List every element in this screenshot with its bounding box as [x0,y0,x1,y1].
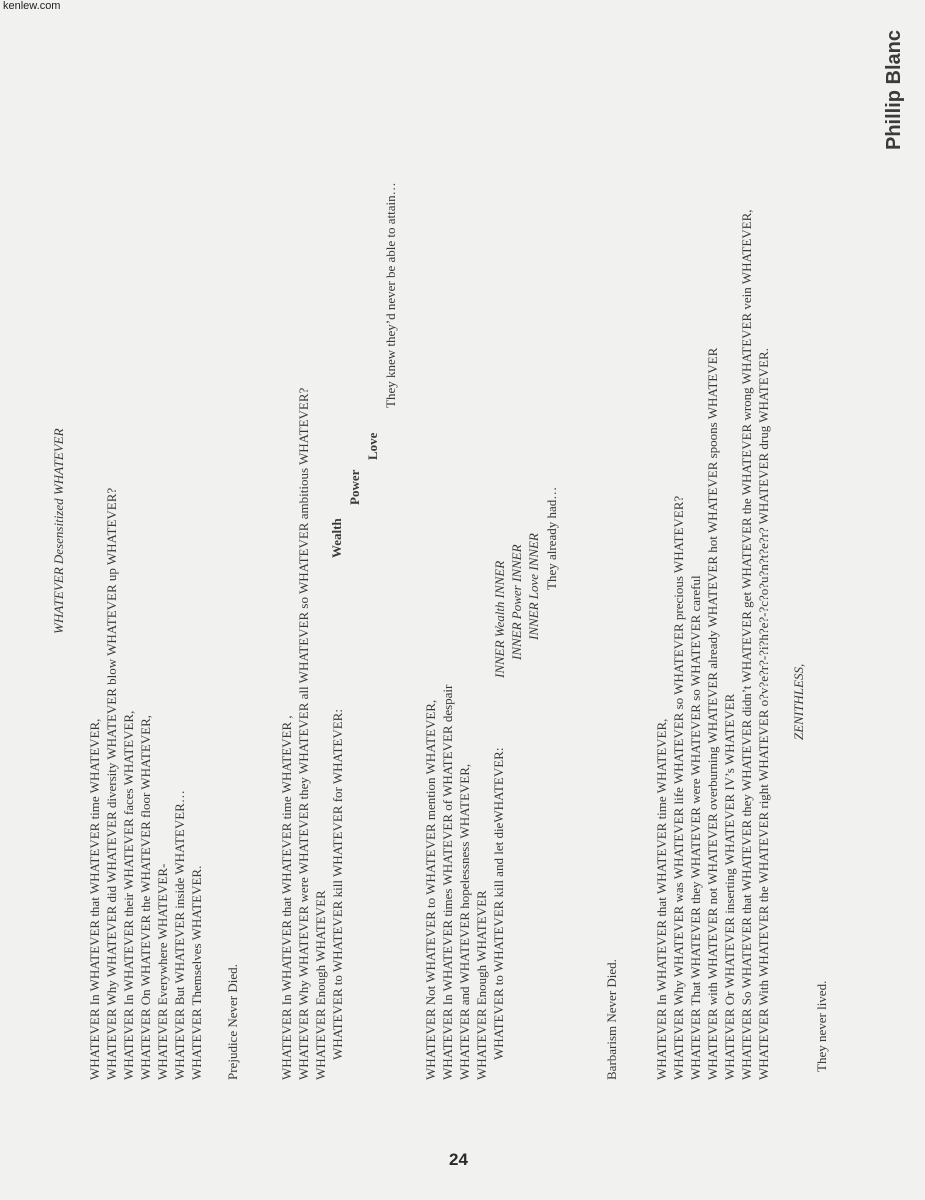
stanza2-line: WHATEVER In WHATEVER that WHATEVER time WHATEVER , [279,715,294,1080]
stanza1-line: WHATEVER But WHATEVER inside WHATEVER… [172,790,187,1080]
poem-title: WHATEVER Desensitized WHATEVER [51,428,66,634]
stanza4-line: WHATEVER That WHATEVER they WHATEVER were WHATEVER so WHATEVER careful [688,575,703,1080]
never-lived-line: They never lived. [814,980,829,1072]
stanza4-line: WHATEVER So WHATEVER that WHATEVER they WHATEVER didn’t WHATEVER get WHATEVER the WHATEVER wrong WHATEVER vein WHATEVER, [739,209,754,1080]
stanza4-line: WHATEVER With WHATEVER the WHATEVER right WHATEVER o?v?e?r?-?i?h?e?-?c?o?u?n?t?e?r? WHATEVER drug WHATEVER. [756,348,771,1080]
prejudice-line: Prejudice Never Died. [225,964,240,1080]
stanza2-line: WHATEVER Enough WHATEVER [313,890,328,1080]
stanza3-line: WHATEVER and WHATEVER hopelessness WHATEVER, [457,763,472,1080]
goal-love: Love [365,432,380,460]
stanza1-line: WHATEVER Everywhere WHATEVER- [155,863,170,1080]
zenithless-line: ZENITHLESS, [791,663,806,740]
poem-body [40,0,840,1080]
goal-power: Power [347,469,362,505]
stanza1-line: WHATEVER On WHATEVER the WHATEVER floor WHATEVER, [138,714,153,1080]
stanza3-line: WHATEVER Not WHATEVER to WHATEVER mention WHATEVER, [423,699,438,1080]
stanza2-line: WHATEVER Why WHATEVER were WHATEVER they WHATEVER all WHATEVER so WHATEVER ambitious WHATEVER? [296,387,311,1080]
barbarism-line: Barbarism Never Died. [604,959,619,1080]
already-line: They already had… [544,486,559,590]
stanza3-line: WHATEVER Enough WHATEVER [474,890,489,1080]
stanza1-line: WHATEVER In WHATEVER their WHATEVER faces WHATEVER, [121,710,136,1080]
site-watermark: kenlew.com [3,0,61,12]
stanza1-line: WHATEVER Why WHATEVER did WHATEVER diversity WHATEVER blow WHATEVER up WHATEVER? [104,487,119,1080]
stanza4-line: WHATEVER In WHATEVER that WHATEVER time WHATEVER, [654,718,669,1080]
stanza4-line: WHATEVER Or WHATEVER inserting WHATEVER IV’s WHATEVER [722,693,737,1080]
stanza1-line: WHATEVER Themselves WHATEVER. [189,865,204,1080]
attain-line: They knew they’d never be able to attain… [383,182,398,408]
stanza4-line: WHATEVER Why WHATEVER was WHATEVER life WHATEVER so WHATEVER precious WHATEVER? [671,495,686,1080]
goal-wealth: Wealth [329,518,344,558]
inner-line: INNER Power INNER [509,544,524,660]
stanza2-line: WHATEVER to WHATEVER kill WHATEVER for WHATEVER: [330,709,345,1060]
stanza3-line: WHATEVER In WHATEVER times WHATEVER of WHATEVER despair [440,684,455,1080]
stanza4-line: WHATEVER with WHATEVER not WHATEVER overburning WHATEVER already WHATEVER hot WHATEVER spoons WHATEVER [705,347,720,1080]
stanza1-line: WHATEVER In WHATEVER that WHATEVER time WHATEVER, [87,718,102,1080]
page-number: 24 [449,1150,468,1169]
stanza3-line: WHATEVER to WHATEVER kill and let dieWHATEVER: [491,747,506,1060]
inner-line: INNER Wealth INNER [492,560,507,678]
author-name: Phillip Blanc [883,29,905,150]
inner-line: INNER Love INNER [526,533,541,640]
